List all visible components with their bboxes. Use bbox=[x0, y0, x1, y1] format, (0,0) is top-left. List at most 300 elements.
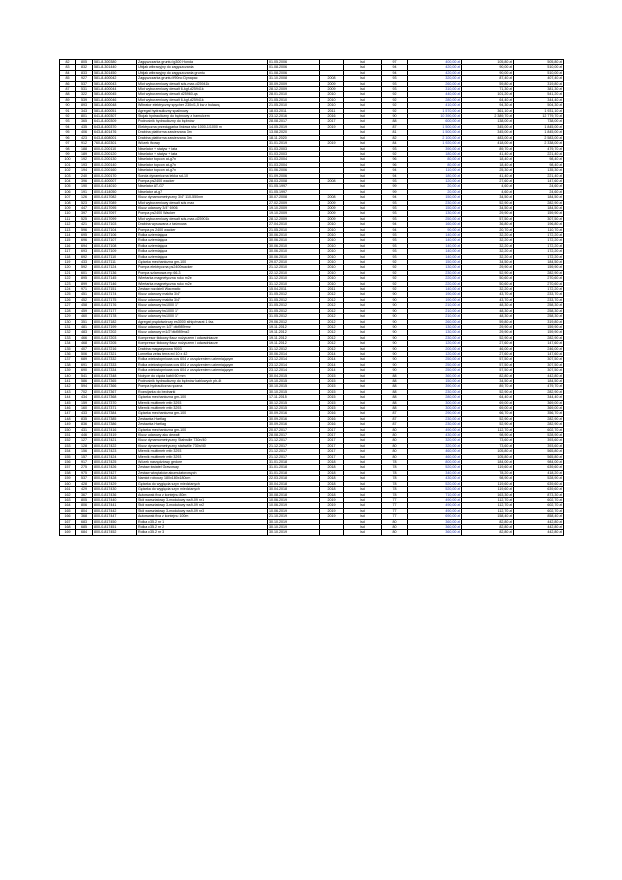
row-number-cell: 116 bbox=[60, 243, 76, 248]
inventory-number-cell: 601 bbox=[76, 270, 93, 275]
asset-code-cell: 800-0-817178 bbox=[93, 314, 137, 319]
row-number-cell: 143 bbox=[60, 389, 76, 394]
item-name-cell: Namiot roboczy 180x180x180cm bbox=[137, 476, 268, 481]
year-cell: 2017 bbox=[320, 449, 344, 454]
unit-cell: lsd bbox=[344, 308, 382, 313]
amount-cell: 29,90 zł bbox=[462, 211, 514, 216]
unit-cell: lsd bbox=[344, 222, 382, 227]
percent-cell: 92 bbox=[382, 270, 408, 275]
price-cell: 120,00 zł bbox=[408, 341, 462, 346]
percent-cell: 80 bbox=[382, 427, 408, 432]
total-cell: 528,90 zł bbox=[514, 433, 564, 438]
amount-cell: 32,20 zł bbox=[462, 233, 514, 238]
item-name-cell: Klucz udarowy tw1000 1" bbox=[137, 303, 268, 308]
price-cell: 440,00 zł bbox=[408, 92, 462, 97]
asset-code-cell: 800-0-817452 bbox=[93, 530, 137, 535]
total-cell: 172,20 zł bbox=[514, 287, 564, 292]
unit-cell: lsd bbox=[344, 141, 382, 146]
amount-cell: 29,90 zł bbox=[462, 324, 514, 329]
price-cell: 520,00 zł bbox=[408, 481, 462, 486]
price-cell: 250,00 zł bbox=[408, 357, 462, 362]
total-cell: 2 338,00 zł bbox=[514, 141, 564, 146]
item-name-cell: Miernik multimetr mtb 3293 bbox=[137, 400, 268, 405]
date-cell: 31.01.2018 bbox=[268, 470, 320, 475]
inventory-number-cell: 539 bbox=[76, 97, 93, 102]
date-cell: 23.12.2016 bbox=[268, 114, 320, 119]
year-cell: 2010 bbox=[320, 97, 344, 102]
unit-cell: lsd bbox=[344, 173, 382, 178]
unit-cell: lsd bbox=[344, 303, 382, 308]
inventory-number-cell: 240 bbox=[76, 173, 93, 178]
amount-cell: 112,70 zł bbox=[462, 503, 514, 508]
price-cell: 320,00 zł bbox=[408, 443, 462, 448]
inventory-number-cell: 192 bbox=[76, 157, 93, 162]
inventory-number-cell: 805 bbox=[76, 497, 93, 502]
total-cell: 479,70 zł bbox=[514, 146, 564, 151]
item-name-cell: Wibrator elektryczny spycher 230v/1,5 kw z buławą bbox=[137, 103, 268, 108]
percent-cell: 78 bbox=[382, 487, 408, 492]
item-name-cell: Klucz dynamometryczny Stahwille 730n/40 bbox=[137, 438, 268, 443]
percent-cell: 90 bbox=[382, 341, 408, 346]
total-cell: 159,90 zł bbox=[514, 211, 564, 216]
unit-cell: lsd bbox=[344, 195, 382, 200]
unit-cell: lsd bbox=[344, 389, 382, 394]
asset-code-cell: 800-0-817107 bbox=[93, 238, 137, 243]
item-name-cell: Klucz udarowy makita 3/4" bbox=[137, 297, 268, 302]
inventory-number-cell: 594 bbox=[76, 384, 93, 389]
total-cell: 282,90 zł bbox=[514, 422, 564, 427]
amount-cell: 34,50 zł bbox=[462, 205, 514, 210]
item-name-cell: Stół warsztatowy 3-modułowy ws9-09 nr1 bbox=[137, 497, 268, 502]
item-name-cell: Podnośnik hydrauliczny do bębnów kablowych ph-4t bbox=[137, 378, 268, 383]
asset-code-cell: 800-0-817426 bbox=[93, 465, 137, 470]
asset-code-cell: 800-0-414010 bbox=[93, 184, 137, 189]
inventory-number-cell: 191 bbox=[76, 189, 93, 194]
date-cell: 30.06.2010 bbox=[268, 254, 320, 259]
asset-code-cell: 800-0-817348 bbox=[93, 373, 137, 378]
unit-cell: lsd bbox=[344, 438, 382, 443]
date-cell: 01.03.2004 bbox=[268, 162, 320, 167]
unit-cell: lsd bbox=[344, 465, 382, 470]
asset-code-cell: 800-0-817109 bbox=[93, 249, 137, 254]
year-cell: 2012 bbox=[320, 297, 344, 302]
total-cell: 738,00 zł bbox=[514, 119, 564, 124]
date-cell: 31.12.2010 bbox=[268, 276, 320, 281]
item-name-cell: Sonda dynamiczna lekka sd-10 bbox=[137, 173, 268, 178]
date-cell: 19.11.2012 bbox=[268, 324, 320, 329]
inventory-number-cell: 684 bbox=[76, 530, 93, 535]
unit-cell: lsd bbox=[344, 292, 382, 297]
unit-cell: lsd bbox=[344, 276, 382, 281]
amount-cell: 82,80 zł bbox=[462, 524, 514, 529]
percent-cell: 88 bbox=[382, 389, 408, 394]
date-cell: 31.05.2012 bbox=[268, 292, 320, 297]
item-name-cell: Niwelator topcon at-g7n bbox=[137, 168, 268, 173]
price-cell: 90,00 zł bbox=[408, 227, 462, 232]
date-cell: 22.03.2018 bbox=[268, 476, 320, 481]
amount-cell: 27,60 zł bbox=[462, 351, 514, 356]
inventory-number-cell: 592 bbox=[76, 265, 93, 270]
percent-cell: 87 bbox=[382, 416, 408, 421]
amount-cell: 64,40 zł bbox=[462, 395, 514, 400]
inventory-number-cell: 368 bbox=[76, 514, 93, 519]
asset-code-cell: 643-8-400370 bbox=[93, 124, 137, 129]
asset-code-cell: 800-0-817440 bbox=[93, 497, 137, 502]
inventory-number-cell: 194 bbox=[76, 168, 93, 173]
item-name-cell: Niwelator + statyw + łata bbox=[137, 151, 268, 156]
row-number-cell: 128 bbox=[60, 308, 76, 313]
percent-cell: 92 bbox=[382, 97, 408, 102]
percent-cell: 96 bbox=[382, 162, 408, 167]
inventory-number-cell: 343 bbox=[76, 108, 93, 113]
price-cell: 390,00 zł bbox=[408, 384, 462, 389]
asset-code-cell: 800-0-817442 bbox=[93, 508, 137, 513]
price-cell: 200,00 zł bbox=[408, 346, 462, 351]
inventory-number-cell: 188 bbox=[76, 146, 93, 151]
date-cell: 01.05.1997 bbox=[268, 189, 320, 194]
date-cell: 30.08.2018 bbox=[268, 492, 320, 497]
year-cell: 2012 bbox=[320, 330, 344, 335]
year-cell: 2010 bbox=[320, 222, 344, 227]
unit-cell: lsd bbox=[344, 243, 382, 248]
year-cell: 2019 bbox=[320, 503, 344, 508]
percent-cell: 90 bbox=[382, 351, 408, 356]
price-cell: 140,00 zł bbox=[408, 233, 462, 238]
year-cell: 2012 bbox=[320, 292, 344, 297]
item-name-cell: Rozwijarka do bednarki bbox=[137, 389, 268, 394]
row-number-cell: 102 bbox=[60, 168, 76, 173]
price-cell: 360,00 zł bbox=[408, 530, 462, 535]
amount-cell: 43,70 zł bbox=[462, 297, 514, 302]
year-cell: 2010 bbox=[320, 254, 344, 259]
inventory-number-cell: 895 bbox=[76, 276, 93, 281]
total-cell: 319,80 zł bbox=[514, 319, 564, 324]
amount-cell: 82,80 zł bbox=[462, 530, 514, 535]
price-cell: 160,00 zł bbox=[408, 222, 462, 227]
year-cell: 2018 bbox=[320, 460, 344, 465]
total-cell: 98,40 zł bbox=[514, 157, 564, 162]
row-number-cell: 140 bbox=[60, 373, 76, 378]
unit-cell: lsd bbox=[344, 254, 382, 259]
percent-cell: 90 bbox=[382, 303, 408, 308]
total-cell: 12 779,70 zł bbox=[514, 114, 564, 119]
asset-code-cell: 800-0-817384 bbox=[93, 411, 137, 416]
total-cell: 369,00 zł bbox=[514, 400, 564, 405]
asset-code-cell: 800-0-817425 bbox=[93, 460, 137, 465]
item-name-cell: Gętarka mechaniczna gm-100 bbox=[137, 411, 268, 416]
row-number-cell: 118 bbox=[60, 254, 76, 259]
year-cell: 2018 bbox=[320, 481, 344, 486]
asset-code-cell: 800-0-817216 bbox=[93, 346, 137, 351]
price-cell: 360,00 zł bbox=[408, 524, 462, 529]
unit-cell: lsd bbox=[344, 211, 382, 216]
unit-cell: lsd bbox=[344, 92, 382, 97]
total-cell: 221,40 zł bbox=[514, 173, 564, 178]
row-number-cell: 144 bbox=[60, 395, 76, 400]
date-cell: 28.01.2010 bbox=[268, 92, 320, 97]
date-cell: 21.12.2010 bbox=[268, 265, 320, 270]
row-number-cell: 98 bbox=[60, 146, 76, 151]
row-number-cell: 91 bbox=[60, 108, 76, 113]
year-cell: 2012 bbox=[320, 335, 344, 340]
year-cell: 2019 bbox=[320, 124, 344, 129]
unit-cell: lsd bbox=[344, 81, 382, 86]
unit-cell: lsd bbox=[344, 454, 382, 459]
year-cell: 2009 bbox=[320, 211, 344, 216]
total-cell: 270,60 zł bbox=[514, 276, 564, 281]
inventory-number-cell: 275 bbox=[76, 465, 93, 470]
asset-code-cell: 800-0-817104 bbox=[93, 227, 137, 232]
price-cell: 180,00 zł bbox=[408, 151, 462, 156]
total-cell: 505,80 zł bbox=[514, 60, 564, 65]
inventory-number-cell: 128 bbox=[76, 443, 93, 448]
item-name-cell: Zagęszczarka gruntu lf90no Dynapac bbox=[137, 76, 268, 81]
asset-code-cell: 800-0-400007 bbox=[93, 178, 137, 183]
unit-cell: lsd bbox=[344, 492, 382, 497]
amount-cell: 32,20 zł bbox=[462, 287, 514, 292]
total-cell: 282,90 zł bbox=[514, 335, 564, 340]
item-name-cell: Gętarka mechaniczna gm-100 bbox=[137, 395, 268, 400]
percent-cell: 87 bbox=[382, 411, 408, 416]
price-cell: 130,00 zł bbox=[408, 211, 462, 216]
total-cell: 172,20 zł bbox=[514, 233, 564, 238]
unit-cell: lsd bbox=[344, 151, 382, 156]
percent-cell: 87 bbox=[382, 124, 408, 129]
row-number-cell: 152 bbox=[60, 438, 76, 443]
price-cell: 130,00 zł bbox=[408, 324, 462, 329]
percent-cell: 92 bbox=[382, 151, 408, 156]
row-number-cell: 169 bbox=[60, 530, 76, 535]
total-cell: 602,70 zł bbox=[514, 497, 564, 502]
item-name-cell: Wózek ifcowy bbox=[137, 141, 268, 146]
date-cell: 21.12.2017 bbox=[268, 438, 320, 443]
item-name-cell: Lornetka zeiss terra ed 10 x 42 bbox=[137, 351, 268, 356]
asset-code-cell: 800-0-817103 bbox=[93, 222, 137, 227]
row-number-cell: 123 bbox=[60, 281, 76, 286]
item-name-cell: Rolka uziemiająca bbox=[137, 238, 268, 243]
total-cell: 344,40 zł bbox=[514, 97, 564, 102]
percent-cell: 78 bbox=[382, 470, 408, 475]
percent-cell: 93 bbox=[382, 243, 408, 248]
asset-code-cell: 643-8-401476 bbox=[93, 130, 137, 135]
year-cell: 2017 bbox=[320, 454, 344, 459]
row-number-cell: 88 bbox=[60, 92, 76, 97]
amount-cell: 34,50 zł bbox=[462, 260, 514, 265]
unit-cell: lsd bbox=[344, 130, 382, 135]
price-cell: 20,00 zł bbox=[408, 184, 462, 189]
price-cell: 140,00 zł bbox=[408, 254, 462, 259]
total-cell: 442,80 zł bbox=[514, 373, 564, 378]
price-cell: 490,00 zł bbox=[408, 503, 462, 508]
unit-cell: lsd bbox=[344, 433, 382, 438]
asset-code-cell: 581-8-400045 bbox=[93, 92, 137, 97]
price-cell: 230,00 zł bbox=[408, 422, 462, 427]
row-number-cell: 131 bbox=[60, 324, 76, 329]
item-name-cell: Rolka uziemiająca bbox=[137, 249, 268, 254]
date-cell: 30.10.2019 bbox=[268, 524, 320, 529]
row-number-cell: 162 bbox=[60, 492, 76, 497]
unit-cell: lsd bbox=[344, 335, 382, 340]
percent-cell: 92 bbox=[382, 281, 408, 286]
item-name-cell: Rolka wielostopniowa cos 604 z urządzeniem uziemiającym bbox=[137, 368, 268, 373]
total-cell: 442,80 zł bbox=[514, 530, 564, 535]
row-number-cell: 147 bbox=[60, 411, 76, 416]
year-cell: 2018 bbox=[320, 470, 344, 475]
unit-cell: lsd bbox=[344, 411, 382, 416]
inventory-number-cell: 483 bbox=[76, 330, 93, 335]
row-number-cell: 127 bbox=[60, 303, 76, 308]
amount-cell: 18,40 zł bbox=[462, 162, 514, 167]
amount-cell: 73,60 zł bbox=[462, 443, 514, 448]
inventory-number-cell: 537 bbox=[76, 81, 93, 86]
asset-code-cell: 800-0-817450 bbox=[93, 519, 137, 524]
asset-code-cell: 581-8-400046 bbox=[93, 97, 137, 102]
percent-cell: 94 bbox=[382, 173, 408, 178]
item-name-cell: Rolka uziemiająca bbox=[137, 254, 268, 259]
price-cell: 230,00 zł bbox=[408, 270, 462, 275]
year-cell: 2010 bbox=[320, 270, 344, 275]
date-cell: 30.09.2016 bbox=[268, 416, 320, 421]
percent-cell: 92 bbox=[382, 287, 408, 292]
row-number-cell: 135 bbox=[60, 346, 76, 351]
date-cell: 01.05.2006 bbox=[268, 60, 320, 65]
price-cell: 410,00 zł bbox=[408, 103, 462, 108]
year-cell: 2012 bbox=[320, 308, 344, 313]
item-name-cell: Miernik multimetr mtb 3293 bbox=[137, 454, 268, 459]
total-cell: 1 845,00 zł bbox=[514, 130, 564, 135]
inventory-number-cell: 832 bbox=[76, 65, 93, 70]
amount-cell: 36,80 zł bbox=[462, 222, 514, 227]
price-cell: 690,00 zł bbox=[408, 514, 462, 519]
total-cell: 602,70 zł bbox=[514, 503, 564, 508]
item-name-cell: Gętarka do wygięcia szyn miedzianych bbox=[137, 487, 268, 492]
date-cell: 31.12.2012 bbox=[268, 346, 320, 351]
amount-cell: 87,40 zł bbox=[462, 76, 514, 81]
unit-cell: lsd bbox=[344, 503, 382, 508]
inventory-number-cell: 159 bbox=[76, 400, 93, 405]
unit-cell: lsd bbox=[344, 362, 382, 367]
item-name-cell: Elektryczna przeciągarka liniowa shz 1000-1/1000 m bbox=[137, 124, 268, 129]
asset-code-cell: 800-0-817366 bbox=[93, 384, 137, 389]
row-number-cell: 105 bbox=[60, 184, 76, 189]
inventory-number-cell: 691 bbox=[76, 362, 93, 367]
date-cell: 23.12.2014 bbox=[268, 357, 320, 362]
amount-cell: 4,60 zł bbox=[462, 189, 514, 194]
amount-cell: 57,50 zł bbox=[462, 362, 514, 367]
unit-cell: lsd bbox=[344, 324, 382, 329]
year-cell: 2015 bbox=[320, 389, 344, 394]
percent-cell: 92 bbox=[382, 103, 408, 108]
amount-cell: 418,00 zł bbox=[462, 141, 514, 146]
price-cell: 150,00 zł bbox=[408, 378, 462, 383]
price-cell: 150,00 zł bbox=[408, 260, 462, 265]
percent-cell: 93 bbox=[382, 146, 408, 151]
year-cell: 2014 bbox=[320, 357, 344, 362]
total-cell: 184,50 zł bbox=[514, 260, 564, 265]
year-cell: 2012 bbox=[320, 303, 344, 308]
inventory-number-cell: 156 bbox=[76, 449, 93, 454]
total-cell: 172,20 zł bbox=[514, 249, 564, 254]
unit-cell: lsd bbox=[344, 341, 382, 346]
asset-code-cell: 800-0-817429 bbox=[93, 481, 137, 486]
row-number-cell: 137 bbox=[60, 357, 76, 362]
year-cell: 2016 bbox=[320, 416, 344, 421]
item-name-cell: Kompresor tłokowy fiacz nożyczem i odwadniacze bbox=[137, 341, 268, 346]
inventory-number-cell: 396 bbox=[76, 178, 93, 183]
asset-code-cell: 581-8-400044 bbox=[93, 87, 137, 92]
table-body bbox=[60, 60, 564, 536]
total-cell: 258,30 zł bbox=[514, 303, 564, 308]
percent-cell: 96 bbox=[382, 157, 408, 162]
asset-code-cell: 581-8-300380 bbox=[93, 60, 137, 65]
year-cell: 2010 bbox=[320, 249, 344, 254]
row-number-cell: 85 bbox=[60, 76, 76, 81]
total-cell: 110,70 zł bbox=[514, 227, 564, 232]
item-name-cell: Zestaw wkrętaków akumulatorowych bbox=[137, 470, 268, 475]
item-name-cell: Pompa ps2400 Wacker bbox=[137, 211, 268, 216]
item-name-cell: Miernik multimetr mtb 3293 bbox=[137, 406, 268, 411]
date-cell: 31.01.2019 bbox=[268, 141, 320, 146]
year-cell: 2018 bbox=[320, 465, 344, 470]
unit-cell: lsd bbox=[344, 76, 382, 81]
date-cell: 30.06.2014 bbox=[268, 351, 320, 356]
asset-code-cell: 800-0-200120 bbox=[93, 151, 137, 156]
amount-cell: 89,70 zł bbox=[462, 146, 514, 151]
date-cell: 21.05.2010 bbox=[268, 227, 320, 232]
inventory-number-cell: 434 bbox=[76, 395, 93, 400]
date-cell: 19.11.2012 bbox=[268, 341, 320, 346]
price-cell: 1 500,00 zł bbox=[408, 130, 462, 135]
amount-cell: 52,90 zł bbox=[462, 335, 514, 340]
unit-cell: lsd bbox=[344, 422, 382, 427]
unit-cell: lsd bbox=[344, 357, 382, 362]
total-cell: 282,90 zł bbox=[514, 416, 564, 421]
row-number-cell: 167 bbox=[60, 519, 76, 524]
total-cell: 369,00 zł bbox=[514, 406, 564, 411]
item-name-cell: Podnośnik hydrauliczny do bębnów bbox=[137, 119, 268, 124]
amount-cell: 27,60 zł bbox=[462, 341, 514, 346]
amount-cell: 94,30 zł bbox=[462, 103, 514, 108]
amount-cell: 78,20 zł bbox=[462, 470, 514, 475]
price-cell: 1 500,00 zł bbox=[408, 124, 462, 129]
price-cell: 140,00 zł bbox=[408, 238, 462, 243]
total-cell: 184,50 zł bbox=[514, 378, 564, 383]
row-number-cell: 122 bbox=[60, 276, 76, 281]
date-cell: 21.05.2010 bbox=[268, 97, 320, 102]
asset-code-cell: 800-0-817136 bbox=[93, 270, 137, 275]
price-cell: 80,00 zł bbox=[408, 157, 462, 162]
date-cell: 28.03.2008 bbox=[268, 178, 320, 183]
total-cell: 147,60 zł bbox=[514, 351, 564, 356]
inventory-number-cell: 690 bbox=[76, 368, 93, 373]
percent-cell: 90 bbox=[382, 362, 408, 367]
year-cell: 2019 bbox=[320, 141, 344, 146]
total-cell: 541,20 zł bbox=[514, 92, 564, 97]
asset-code-cell: 760-8-402301 bbox=[93, 141, 137, 146]
inventory-number-cell: 586 bbox=[76, 378, 93, 383]
inventory-table bbox=[59, 59, 564, 536]
price-cell: 190,00 zł bbox=[408, 297, 462, 302]
date-cell: 31.05.2012 bbox=[268, 308, 320, 313]
amount-cell: 82,80 zł bbox=[462, 519, 514, 524]
total-cell: 184,50 zł bbox=[514, 205, 564, 210]
asset-code-cell: 800-0-817447 bbox=[93, 514, 137, 519]
total-cell: 319,80 zł bbox=[514, 81, 564, 86]
percent-cell: 80 bbox=[382, 449, 408, 454]
amount-cell: 34,50 zł bbox=[462, 195, 514, 200]
row-number-cell: 142 bbox=[60, 384, 76, 389]
percent-cell: 93 bbox=[382, 205, 408, 210]
